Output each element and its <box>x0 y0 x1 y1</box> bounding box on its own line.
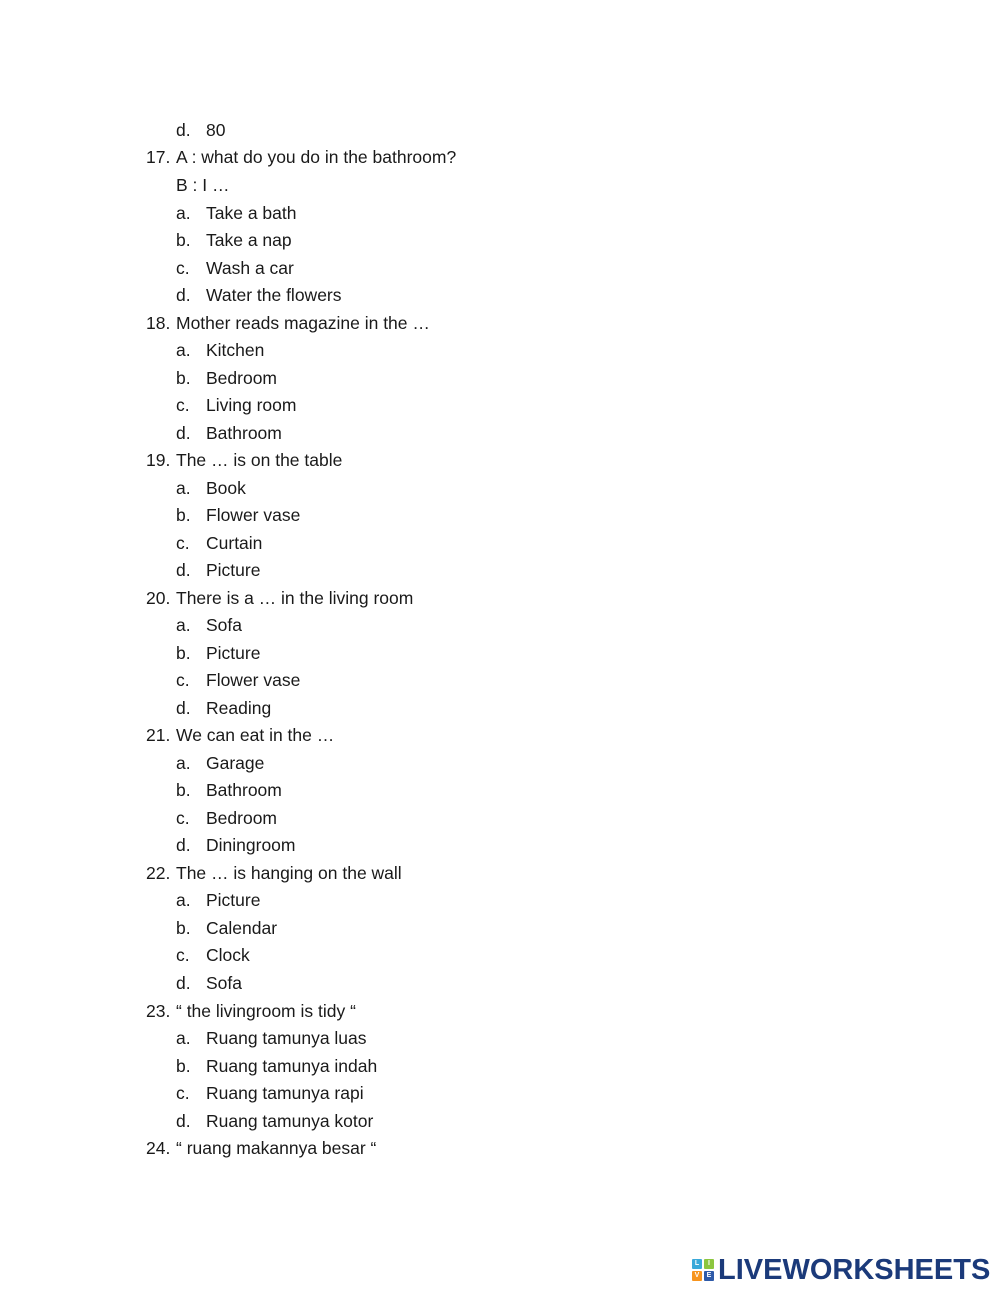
question-number: 22. <box>146 863 171 883</box>
option-text: Ruang tamunya indah <box>206 1056 378 1076</box>
option-letter: c. <box>176 945 190 965</box>
option-text: Ruang tamunya rapi <box>206 1083 364 1103</box>
question-number: 24. <box>146 1138 171 1158</box>
option-text: Take a bath <box>206 203 297 223</box>
option-letter: a. <box>176 203 191 223</box>
option-letter: c. <box>176 395 190 415</box>
option-text: Diningroom <box>206 835 296 855</box>
option-letter: c. <box>176 258 190 278</box>
question-text: The … is hanging on the wall <box>176 863 402 883</box>
option-text: Bedroom <box>206 808 278 828</box>
question-text: “ the livingroom is tidy “ <box>176 1001 356 1021</box>
logo-mark-v: V <box>692 1271 702 1281</box>
logo-mark-i: I <box>704 1259 714 1269</box>
question-text: Mother reads magazine in the … <box>176 313 430 333</box>
question-text: The … is on the table <box>176 450 343 470</box>
option-text: Flower vase <box>206 670 301 690</box>
option-text: Kitchen <box>206 340 265 360</box>
question-number: 20. <box>146 588 171 608</box>
option-letter: b. <box>176 230 191 250</box>
option-letter: c. <box>176 1083 190 1103</box>
logo-mark-e: E <box>704 1271 714 1281</box>
option-text: Clock <box>206 945 250 965</box>
option-text: Flower vase <box>206 505 301 525</box>
option-letter: d. <box>176 285 191 305</box>
option-letter: b. <box>176 1056 191 1076</box>
option-letter: b. <box>176 505 191 525</box>
option-letter: d. <box>176 560 191 580</box>
question-number: 23. <box>146 1001 171 1021</box>
option-text: Wash a car <box>206 258 294 278</box>
option-letter: a. <box>176 615 191 635</box>
option-text: Ruang tamunya kotor <box>206 1111 374 1131</box>
option-text: Ruang tamunya luas <box>206 1028 367 1048</box>
option-letter: d. <box>176 423 191 443</box>
option-text: Living room <box>206 395 297 415</box>
option-letter: c. <box>176 808 190 828</box>
option-letter: a. <box>176 890 191 910</box>
option-text: Sofa <box>206 615 242 635</box>
question-text: A : what do you do in the bathroom? <box>176 147 457 167</box>
option-letter: a. <box>176 753 191 773</box>
option-text: Bathroom <box>206 780 282 800</box>
question-number: 19. <box>146 450 171 470</box>
question-text: We can eat in the … <box>176 725 335 745</box>
option-letter: c. <box>176 670 190 690</box>
option-letter: a. <box>176 478 191 498</box>
option-letter: b. <box>176 918 191 938</box>
question-text: There is a … in the living room <box>176 588 414 608</box>
logo-text: LIVEWORKSHEETS <box>718 1254 991 1286</box>
option-text: 80 <box>206 120 226 140</box>
option-letter: a. <box>176 1028 191 1048</box>
option-text: Bedroom <box>206 368 278 388</box>
option-letter: b. <box>176 780 191 800</box>
option-text: Picture <box>206 643 261 663</box>
option-letter: d. <box>176 1111 191 1131</box>
question-number: 17. <box>146 147 171 167</box>
option-letter: b. <box>176 643 191 663</box>
option-text: Reading <box>206 698 272 718</box>
option-letter: c. <box>176 533 190 553</box>
option-letter: d. <box>176 120 191 140</box>
option-text: Calendar <box>206 918 278 938</box>
option-text: Picture <box>206 890 261 910</box>
option-letter: a. <box>176 340 191 360</box>
option-letter: b. <box>176 368 191 388</box>
liveworksheets-logo <box>692 1253 992 1287</box>
logo-mark-icon <box>692 1259 714 1281</box>
option-text: Picture <box>206 560 261 580</box>
option-text: Water the flowers <box>206 285 342 305</box>
question-number: 21. <box>146 725 171 745</box>
option-text: Garage <box>206 753 265 773</box>
logo-mark-l: L <box>692 1259 702 1269</box>
option-text: Curtain <box>206 533 263 553</box>
question-text: “ ruang makannya besar “ <box>176 1138 377 1158</box>
option-letter: d. <box>176 835 191 855</box>
question-subline: B : I … <box>176 175 230 195</box>
option-text: Book <box>206 478 246 498</box>
option-letter: d. <box>176 698 191 718</box>
option-text: Bathroom <box>206 423 282 443</box>
option-text: Sofa <box>206 973 242 993</box>
question-number: 18. <box>146 313 171 333</box>
option-text: Take a nap <box>206 230 292 250</box>
option-letter: d. <box>176 973 191 993</box>
